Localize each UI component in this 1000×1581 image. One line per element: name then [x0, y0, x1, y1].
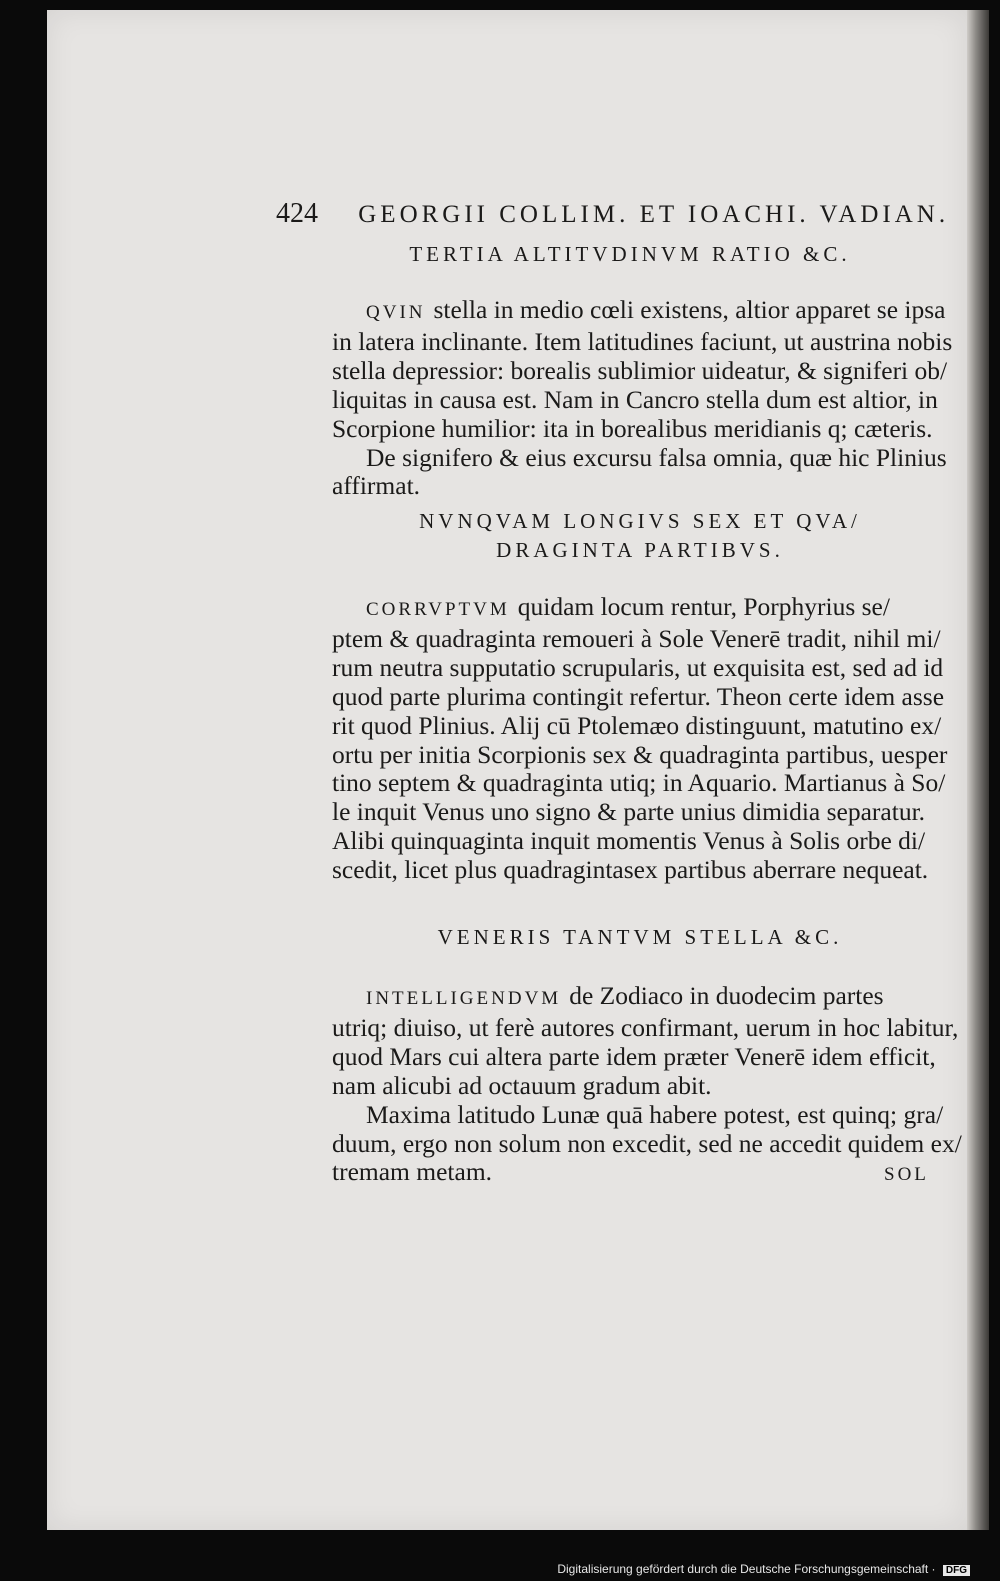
section-heading: TERTIA ALTITVDINVM RATIO &C. — [409, 242, 851, 266]
initial-word: INTELLIGENDVM — [366, 988, 562, 1009]
text-line: utriq; diuiso, ut ferè autores confirmant, uerum in hoc labitur, — [332, 1012, 959, 1042]
text-line: Scorpione humilior: ita in borealibus meridianis q; cæteris. — [332, 413, 933, 443]
text-line: INTELLIGENDVM de Zodiaco in duodecim partes — [366, 981, 884, 1010]
text-line: Alibi quinquaginta inquit momentis Venus à Solis orbe di/ — [332, 826, 926, 856]
text-line: nam alicubi ad octauum gradum abit. — [332, 1070, 712, 1100]
text-line: rum neutra supputatio scrupularis, ut exquisita est, sed ad id — [332, 652, 944, 682]
text-line: stella depressior: borealis sublimior uideatur, & signiferi ob/ — [332, 355, 948, 385]
initial-word: QVIN — [366, 302, 426, 323]
catchword: SOL — [884, 1164, 929, 1185]
text-line: ptem & quadraginta remoueri à Sole Venerē tradit, nihil mi/ — [332, 623, 941, 653]
page-number: 424 — [276, 198, 318, 229]
digitization-credit — [557, 1562, 970, 1576]
text-line: le inquit Venus uno signo & parte unius dimidia separatur. — [332, 797, 926, 827]
section-heading-line: NVNQVAM LONGIVS SEX ET QVA/ — [419, 509, 861, 533]
text-line: tremam metam. — [332, 1157, 493, 1187]
text-line: QVIN stella in medio cœli existens, altior apparet se ipsa — [366, 295, 946, 324]
text-line: quod parte plurima contingit refertur. Theon certe idem asse — [332, 681, 945, 711]
text-line: rit quod Plinius. Alij cū Ptolemæo distinguunt, matutino ex/ — [332, 710, 942, 740]
paragraph — [332, 592, 948, 885]
text-line: Maxima latitudo Lunæ quā habere potest, est quinq; gra/ — [366, 1099, 944, 1129]
running-head — [276, 196, 956, 233]
text-line: quod Mars cui altera parte idem præter Venerē idem efficit, — [332, 1041, 936, 1071]
credit-text: Digitalisierung gefördert durch die Deutsche Forschungsgemeinschaft · — [557, 1562, 936, 1576]
paragraph — [332, 981, 962, 1187]
section-heading: VENERIS TANTVM STELLA &C. — [437, 925, 843, 949]
text-line: affirmat. — [332, 471, 421, 501]
text-line: ortu per initia Scorpionis sex & quadraginta partibus, uesper — [332, 739, 948, 769]
text-line: tino septem & quadraginta utiq; in Aquario. Martianus à So/ — [332, 768, 946, 798]
text-line: scedit, licet plus quadragintasex partibus aberrare nequeat. — [332, 855, 929, 885]
paragraph — [332, 295, 953, 501]
section-heading-line: DRAGINTA PARTIBVS. — [496, 538, 784, 562]
running-head-title: GEORGII COLLIM. ET IOACHI. VADIAN. — [358, 201, 950, 228]
text-line: CORRVPTVM quidam locum rentur, Porphyrius se/ — [366, 592, 890, 621]
book-spine-edge — [967, 10, 989, 1530]
dfg-logo: DFG — [943, 1565, 970, 1576]
initial-word: CORRVPTVM — [366, 599, 510, 620]
text-line: duum, ergo non solum non excedit, sed ne accedit quidem ex/ — [332, 1128, 962, 1158]
text-line: De signifero & eius excursu falsa omnia, quæ hic Plinius — [366, 442, 947, 472]
text-line: in latera inclinante. Item latitudines faciunt, ut austrina nobis — [332, 326, 953, 356]
text-line: liquitas in causa est. Nam in Cancro stella dum est altior, in — [332, 384, 938, 414]
